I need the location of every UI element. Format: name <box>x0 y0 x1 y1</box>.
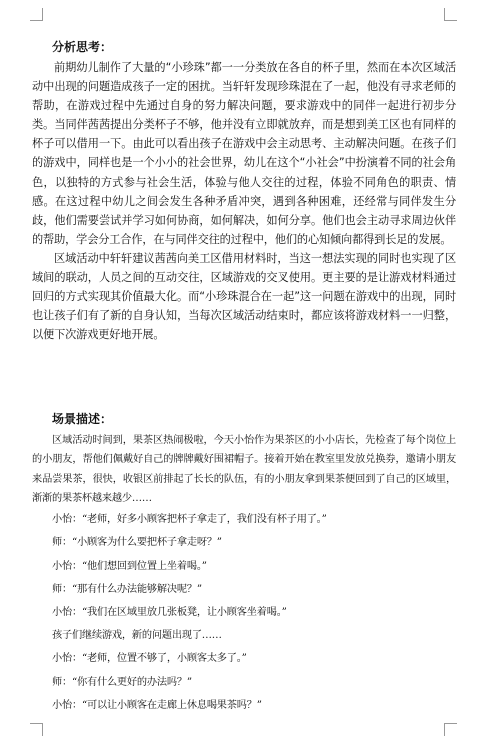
dialogue-line: 师：“小顾客为什么要把杯子拿走呀？” <box>52 537 222 549</box>
crop-mark-bottom-left <box>30 723 43 736</box>
dialogue-line: 小怡：“我们在区域里放几张板凳，让小顾客坐着喝。” <box>52 607 287 618</box>
crop-mark-top-left <box>30 8 43 21</box>
dialogue-line: 师：“那有什么办法能够解决呢？” <box>52 583 202 595</box>
dialogue-line: 小怡：“老师，位置不够了，小顾客太多了。” <box>52 653 247 665</box>
analysis-paragraph-2: 区域活动中轩轩建议茜茜向美工区借用材料时，当这一想法实现的同时也实现了区域间的联动，人员之间的互动交往，区域游戏的交叉使用。更主要的是让游戏材料通过回归的方式实现其价值最大化。而“小珍珠混合在一起”这一问题在游戏中的出现，同时也让孩子们有了新的自身认知，当每次区域活动结束时，都应该将游戏材料一一归整，以便下次游戏更好地开展。 <box>32 251 456 342</box>
dialogue-line: 师：“你有什么更好的办法吗？” <box>52 676 192 688</box>
crop-mark-bottom-right <box>444 723 457 736</box>
dialogue-line: 小怡：“可以让小顾客在走廊上休息喝果茶吗？” <box>52 699 262 711</box>
dialogue-line: 小怡：“他们想回到位置上坐着喝。” <box>52 560 207 572</box>
scene-heading: 场景描述： <box>52 412 113 426</box>
crop-mark-top-right <box>444 8 457 21</box>
analysis-heading: 分析思考： <box>52 40 113 54</box>
scene-intro: 区域活动时间到，果茶区热闹极啦，今天小怡作为果茶区的小小店长，先检查了每个岗位上的小朋友，帮他们佩戴好自己的牌牌戴好围裙帽子。接着开始在教室里发放兑换券，邀请小朋友来品尝果茶，很快，收银区前排起了长长的队伍，有的小朋友拿到果茶便回到了自己的区域里，渐渐的果茶杯越来越少…… <box>32 435 456 504</box>
dialogue-line: 孩子们继续游戏，新的问题出现了…… <box>52 630 222 642</box>
analysis-section <box>32 38 456 344</box>
analysis-paragraph-1: 前期幼儿制作了大量的“小珍珠”都一一分类放在各自的杯子里，然而在本次区域活动中出现的问题造成孩子一定的困扰。当轩轩发现珍珠混在了一起，他没有寻求老师的帮助，在游戏过程中先通过自身的努力解决问题，要求游戏中的同伴一起进行初步分类。当同伴茜茜提出分类杯子不够，他并没有立即就放弃，而是想到美工区也有同样的杯子可以借用一下。由此可以看出孩子在游戏中会主动思考、主动解决问题。在孩子们的游戏中，同样也是一个小小的社会世界，幼儿在这个“小社会”中扮演着不同的社会角色，以独特的方式参与社会生活，体验与他人交往的过程，体验不同角色的职责、情感。在这过程中幼儿之间会发生各种矛盾冲突，遇到各种困难，还经常与同伴发生分歧，他们需要尝试并学习如何协商，如何解决，如何分享。他们也会主动寻求周边伙伴的帮助，学会分工合作，在与同伴交往的过程中，他们的心知倾向都得到长足的发展。 <box>32 61 456 246</box>
scene-section <box>32 410 456 717</box>
dialogue-line: 小怡：“老师，好多小顾客把杯子拿走了，我们没有杯子用了。” <box>52 514 327 526</box>
